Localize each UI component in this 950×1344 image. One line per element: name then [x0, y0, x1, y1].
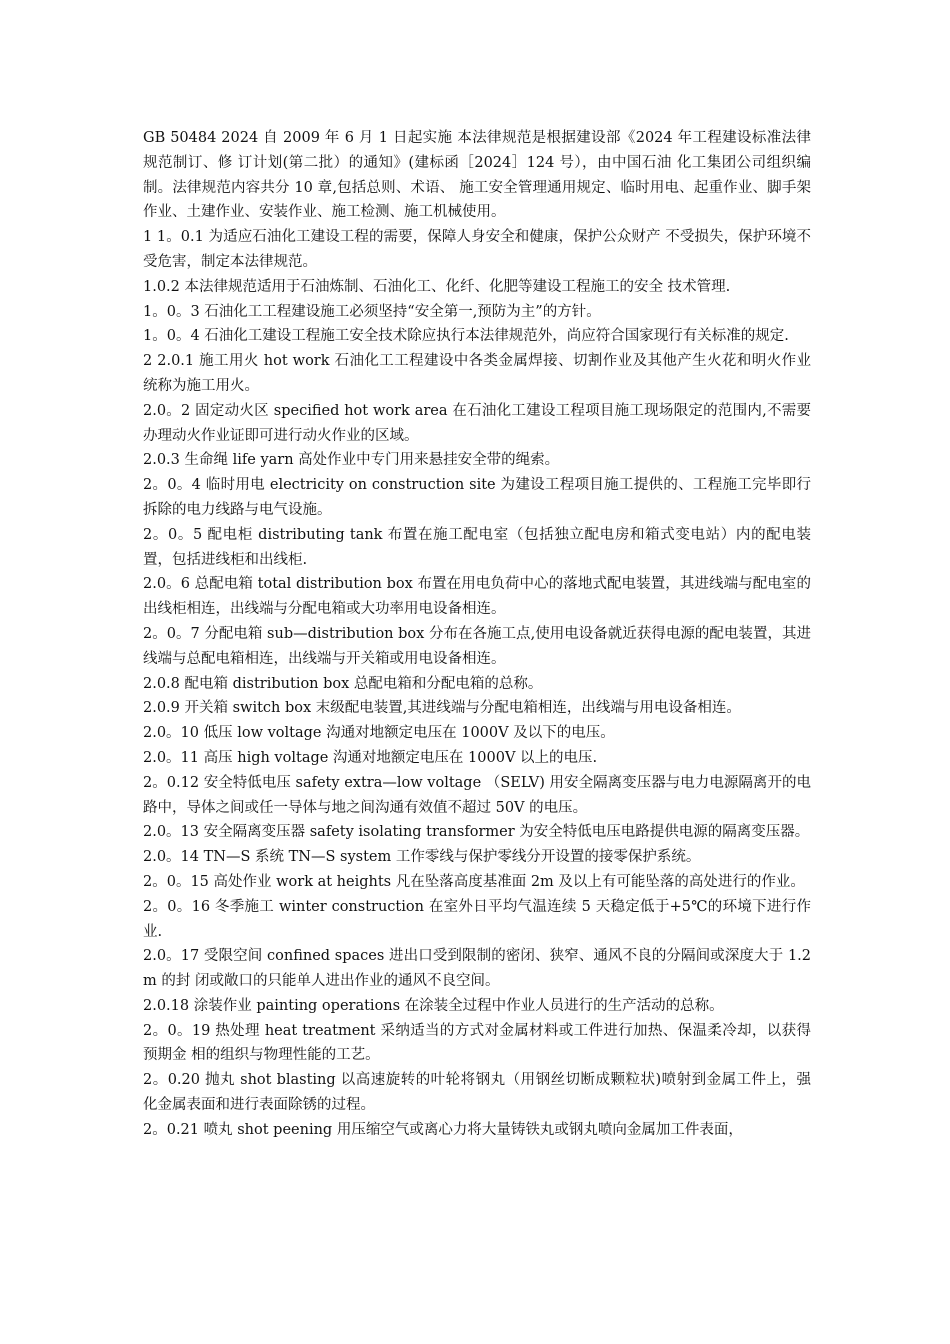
clause-2-0-5: 2。0。5 配电柜 distributing tank 布置在施工配电室（包括独立配电房和箱式变电站）内的配电装置，包括进线柜和出线柜. [143, 526, 811, 568]
clause-2-0-6: 2.0。6 总配电箱 total distribution box 布置在用电负荷中心的落地式配电装置，其进线端与配电室的出线柜相连，出线端与分配电箱或大功率用电设备相连。 [143, 576, 811, 618]
clause-1-0-1: 1 1。0.1 为适应石油化工建设工程的需要，保障人身安全和健康，保护公众财产 不受损失，保护环境不受危害，制定本法律规范。 [143, 229, 811, 270]
clause-2-0-9: 2.0.9 开关箱 switch box 末级配电装置,其进线端与分配电箱相连，出线端与用电设备相连。 [143, 700, 741, 717]
clause-2-0-4: 2。0。4 临时用电 electricity on construction site 为建设工程项目施工提供的、工程施工完毕即行拆除的电力线路与电气设施。 [143, 477, 811, 518]
document-body [143, 126, 811, 1143]
clause-2-0-13: 2.0。13 安全隔离变压器 safety isolating transformer 为安全特低电压电路提供电源的隔离变压器。 [143, 824, 810, 841]
clause-2-0-12: 2。0.12 安全特低电压 safety extra—low voltage （SELV) 用安全隔离变压器与电力电源隔离开的电路中，导体之间或任一导体与地之间沟通有效值不超过 50V 的电压。 [143, 774, 811, 816]
clause-2-0-17: 2.0。17 受限空间 confined spaces 进出口受到限制的密闭、狭窄、通风不良的分隔间或深度大于 1.2m 的封 闭或敞口的只能单人进出作业的通风不良空间。 [143, 948, 811, 990]
clause-2-0-2: 2.0。2 固定动火区 specified hot work area 在石油化工建设工程项目施工现场限定的范围内,不需要办理动火作业证即可进行动火作业的区域。 [143, 402, 811, 444]
clause-2-0-16: 2。0。16 冬季施工 winter construction 在室外日平均气温连续 5 天稳定低于+5℃的环境下进行作业. [143, 898, 811, 940]
clause-2-0-19: 2。0。19 热处理 heat treatment 采纳适当的方式对金属材料或工件进行加热、保温柔冷却，以获得预期金 相的组织与物理性能的工艺。 [143, 1022, 811, 1064]
clause-2-0-8: 2.0.8 配电箱 distribution box 总配电箱和分配电箱的总称。 [143, 675, 543, 692]
clause-1-0-3: 1。0。3 石油化工工程建设施工必须坚持“安全第一,预防为主”的方针。 [143, 303, 601, 320]
clause-2-0-14: 2.0。14 TN—S 系统 TN—S system 工作零线与保护零线分开设置的接零保护系统。 [143, 849, 701, 866]
clause-2-0-21: 2。0.21 喷丸 shot peening 用压缩空气或离心力将大量铸铁丸或钢丸喷向金属加工件表面， [143, 1121, 743, 1138]
clause-2-0-10: 2.0。10 低压 low voltage 沟通对地额定电压在 1000V 及以下的电压。 [143, 725, 615, 742]
clause-2-0-7: 2。0。7 分配电箱 sub—distribution box 分布在各施工点,使用电设备就近获得电源的配电装置，其进线端与总配电箱相连，出线端与开关箱或用电设备相连。 [143, 625, 811, 667]
clause-1-0-4: 1。0。4 石油化工建设工程施工安全技术除应执行本法律规范外，尚应符合国家现行有关标准的规定. [143, 328, 789, 345]
intro-paragraph: GB 50484 2024 自 2009 年 6 月 1 日起实施 本法律规范是根据建设部《2024 年工程建设标准法律规范制订、修 订计划(第二批）的通知》(建标函［2024］124 号），由中国石油 化工集团公司组织编制。法律规范内容共分 10 章,包括总则、术语、 施工安全管理通用规定、临时用电、起重作业、脚手架作业、土建作业、安装作业、施工检测、施工机械使用。 [143, 130, 811, 221]
clause-1-0-2: 1.0.2 本法律规范适用于石油炼制、石油化工、化纤、化肥等建设工程施工的安全 技术管理. [143, 278, 731, 295]
clause-2-0-20: 2。0.20 抛丸 shot blasting 以高速旋转的叶轮将钢丸（用钢丝切断成颗粒状)喷射到金属工件上，强 化金属表面和进行表面除锈的过程。 [143, 1072, 811, 1114]
clause-2-0-15: 2。0。15 高处作业 work at heights 凡在坠落高度基准面 2m 及以上有可能坠落的高处进行的作业。 [143, 873, 805, 890]
clause-2-0-11: 2.0。11 高压 high voltage 沟通对地额定电压在 1000V 以上的电压. [143, 749, 598, 766]
clause-2-0-1: 2 2.0.1 施工用火 hot work 石油化工工程建设中各类金属焊接、切割作业及其他产生火花和明火作业 统称为施工用火。 [143, 353, 811, 394]
clause-2-0-3: 2.0.3 生命绳 life yarn 高处作业中专门用来悬挂安全带的绳索。 [143, 452, 560, 469]
clause-2-0-18: 2.0.18 涂装作业 painting operations 在涂装全过程中作业人员进行的生产活动的总称。 [143, 997, 724, 1014]
